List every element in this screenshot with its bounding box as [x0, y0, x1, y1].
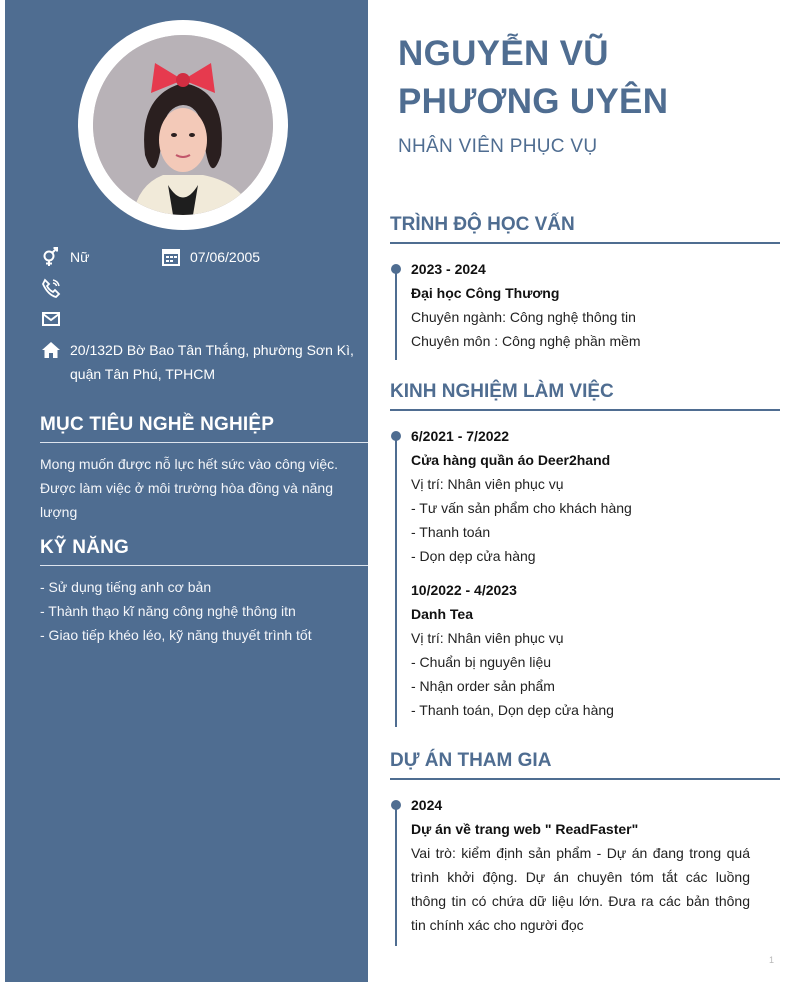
skill-item: - Sử dụng tiếng anh cơ bản [40, 579, 212, 595]
experience-dot [391, 431, 401, 441]
job-period: 10/2022 - 4/2023 [411, 582, 517, 598]
skill-item: - Giao tiếp khéo léo, kỹ năng thuyết trình tốt [40, 627, 312, 643]
avatar-photo [93, 35, 273, 215]
avatar-frame [78, 20, 288, 230]
projects-dot [391, 800, 401, 810]
project-entry [411, 793, 750, 937]
project-title: Dự án về trang web " ReadFaster" [411, 821, 639, 837]
experience-timeline [395, 437, 397, 727]
experience-heading: KINH NGHIỆM LÀM VIỆC [390, 381, 780, 411]
gender-icon [40, 246, 62, 268]
name-line-2: PHƯƠNG UYÊN [398, 82, 669, 121]
job-company: Danh Tea [411, 606, 473, 622]
phone-icon [40, 277, 62, 299]
skills-heading: KỸ NĂNG [40, 537, 368, 566]
job-company: Cửa hàng quần áo Deer2hand [411, 452, 611, 468]
home-icon [40, 339, 62, 361]
projects-heading: DỰ ÁN THAM GIA [390, 750, 780, 780]
job-task: - Thanh toán [411, 524, 491, 540]
email-icon [40, 308, 62, 330]
name-line-1: NGUYỄN VŨ [398, 34, 609, 73]
job-task: - Tư vấn sản phẩm cho khách hàng [411, 500, 632, 516]
avatar [93, 35, 273, 215]
skills-list [40, 575, 355, 647]
job-task: - Dọn dẹp cửa hàng [411, 548, 536, 564]
full-name [398, 30, 778, 126]
gender-value: Nữ [70, 249, 90, 265]
address-row [40, 338, 360, 386]
birthday-value: 07/06/2005 [190, 249, 261, 265]
job-position: Vị trí: Nhân viên phục vụ [411, 630, 564, 646]
project-year: 2024 [411, 797, 443, 813]
job-entry [411, 424, 750, 568]
education-specialty: Chuyên môn : Công nghệ phần mềm [411, 333, 641, 349]
job-task: - Thanh toán, Dọn dẹp cửa hàng [411, 702, 614, 718]
education-school: Đại học Công Thương [411, 285, 560, 301]
education-dot [391, 264, 401, 274]
calendar-icon [160, 246, 182, 268]
address-value: 20/132D Bờ Bao Tân Thắng, phường Sơn Kì, quận Tân Phú, TPHCM [70, 342, 354, 382]
page-number: 1 [769, 955, 775, 965]
birthday-row [160, 245, 260, 269]
project-description: Vai trò: kiểm định sản phẩm - Dự án đang trong quá trình khởi động. Dự án chuyên tóm tắt các luồng thông tin có chứa dữ liệu lớn. Đưa ra các bản thông tin chính xác cho người đọc [411, 845, 750, 933]
education-period: 2023 - 2024 [411, 261, 486, 277]
career-goal-text: Mong muốn được nỗ lực hết sức vào công việc. Được làm việc ở môi trường hòa đồng và năng lượng [40, 456, 338, 520]
job-position: Vị trí: Nhân viên phục vụ [411, 476, 564, 492]
job-title: NHÂN VIÊN PHỤC VỤ [398, 136, 598, 157]
projects-timeline [395, 806, 397, 946]
job-task: - Nhận order sản phẩm [411, 678, 555, 694]
job-entry [411, 578, 750, 722]
education-entry [411, 257, 750, 353]
job-task: - Chuẩn bị nguyên liệu [411, 654, 552, 670]
education-major: Chuyên ngành: Công nghệ thông tin [411, 309, 636, 325]
education-timeline [395, 270, 397, 360]
sidebar [5, 0, 368, 982]
phone-row [40, 276, 70, 299]
skill-item: - Thành thạo kĩ năng công nghệ thông itn [40, 603, 296, 619]
email-row [40, 307, 70, 330]
education-heading: TRÌNH ĐỘ HỌC VẤN [390, 214, 780, 244]
career-goal-heading: MỤC TIÊU NGHỀ NGHIỆP [40, 414, 368, 443]
gender-row [40, 245, 89, 269]
job-period: 6/2021 - 7/2022 [411, 428, 510, 444]
